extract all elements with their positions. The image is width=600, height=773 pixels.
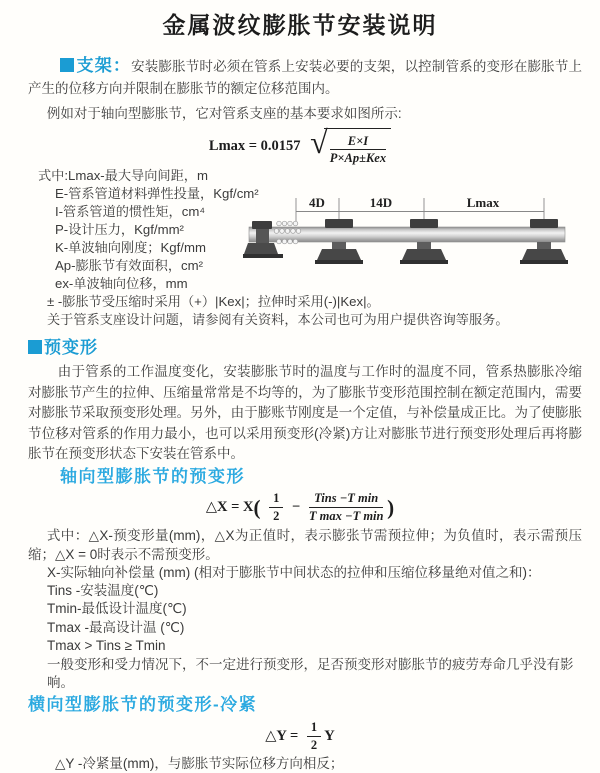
lmax-fraction-denominator: P×Ap±Kex — [329, 151, 387, 166]
pipe-support-diagram — [243, 190, 578, 274]
lateral-predeform-formula — [0, 719, 600, 753]
fraction-numerator: 1 — [307, 720, 321, 736]
lateral-formula-pre: △Y = — [265, 727, 299, 744]
lmax-fraction-numerator: E×I — [330, 134, 386, 150]
definition-ap: Ap-膨胀节有效面积，cm² — [55, 258, 203, 273]
tmin-line: Tmin-最低设计温度(℃) — [47, 601, 187, 616]
definition-ex: ex-单波轴向位移，mm — [55, 276, 188, 291]
fraction-denominator: T max −T min — [308, 508, 384, 523]
one-half-fraction — [269, 491, 283, 523]
lmax-formula-lhs: Lmax = 0.0157 — [208, 137, 301, 154]
blue-square-bullet-icon — [60, 58, 74, 72]
lateral-formula-post: Y — [324, 727, 335, 744]
fraction-numerator: Tins −T min — [309, 491, 384, 507]
radical-glyph: √ — [310, 124, 328, 160]
lmax-fraction — [330, 134, 386, 166]
axial-subsection-header: 轴向型膨胀节的预变形 — [60, 466, 245, 486]
page-title: 金属波纹膨胀节安装说明 — [162, 12, 438, 38]
axial-formula-note: 式中：△X-预变形量(mm)，△X为正值时，表示膨张节需预拉伸；为负值时，表示需预压缩；△X = 0时表示不需预变形。 — [28, 527, 582, 562]
axial-formula-pre: △X = X — [205, 498, 254, 515]
axial-predeform-formula — [0, 489, 600, 525]
one-half-fraction — [307, 720, 321, 752]
temperature-fraction — [309, 491, 384, 523]
lmax-formula — [0, 124, 600, 166]
radical-sign — [310, 124, 391, 166]
radicand — [324, 128, 391, 166]
lateral-subsection-header: 横向型膨胀节的预变形-冷紧 — [28, 694, 258, 714]
dimension-label-4d: 4D — [309, 195, 325, 210]
x-definition-line: X-实际轴向补偿量 (mm) (相对于膨胀节中间状态的拉伸和压缩位移量绝对值之和)： — [47, 564, 541, 580]
dimension-label-14d: 14D — [369, 195, 393, 210]
minus-sign: − — [292, 498, 301, 515]
temperature-definitions — [0, 582, 600, 656]
definition-plus-minus: ± -膨胀节受压缩时采用（+）|Kex|；拉伸时采用(-)|Kex|。 — [47, 294, 380, 309]
consulting-note: 关于管系支座设计问题，请参阅有关资料，本公司也可为用户提供咨询等服务。 — [47, 312, 509, 327]
predeform-body-paragraph: 由于管系的工作温度变化，安装膨胀节时的温度与工作时的温度不同，管系热膨胀冷缩对膨胀节产生的拉伸、压缩量常常是不均等的，为了膨胀节变形范围控制在额定范围内，需要对膨胀节采取预变形处理。另外，由于膨账节刚度是一个定值，与补偿量成正比。为了使膨胀节位移对管系的作用力最小，也可以采用预变形(冷紧)方让对膨胀节进行预变形处理后再将膨胀节在预变形状态下安装在管系中。 — [28, 364, 582, 461]
fraction-numerator: 1 — [269, 491, 283, 507]
definition-e: E-管系管道材料弹性投量，Kgf/cm² — [55, 186, 259, 201]
support-intro-text: 安装膨胀节时必须在管系上安装必要的支架，以控制管系的变形在膨胀节上产生的位移方向并限制在膨胀节的额定位移范围内。 — [28, 59, 583, 96]
predeform-section-header — [28, 337, 600, 359]
definition-p: P-设计压力，Kgf/mm² — [55, 222, 184, 237]
general-deform-note: 一般变形和受力情况下，不一定进行预变形，足否预变形对膨胀节的疲劳寿命几乎没有影响。 — [47, 656, 574, 690]
predeform-header-label: 预变形 — [44, 338, 98, 357]
temp-inequality-line: Tmax > Tins ≥ Tmin — [47, 638, 166, 653]
support-header-label: 支架： — [76, 56, 132, 75]
tins-line: Tins -安装温度(℃) — [47, 582, 159, 598]
definition-i: I-管系管道的惯性矩，cm⁴ — [55, 204, 205, 219]
dimension-label-lmax: Lmax — [466, 195, 500, 210]
open-paren: ( — [253, 495, 261, 520]
tmax-line: Tmax -最高设计温 (℃) — [47, 619, 185, 635]
support-example-line: 例如对于轴向型膨胀节，它对管系支座的基本要求如图所示: — [46, 106, 402, 121]
definition-k: K-单波轴向刚度；Kgf/mm — [55, 240, 206, 255]
close-paren: ) — [387, 495, 395, 520]
blue-square-bullet-icon — [28, 340, 42, 354]
fraction-denominator: 2 — [273, 508, 280, 523]
definition-lmax: 式中:Lmax-最大导向间距，m — [38, 168, 208, 183]
support-section-header — [60, 56, 132, 75]
cold-tightening-note: △Y -冷紧量(mm)，与膨胀节实际位移方向相反； — [55, 755, 344, 771]
support-intro-paragraph — [28, 55, 582, 100]
fraction-denominator: 2 — [310, 737, 318, 752]
